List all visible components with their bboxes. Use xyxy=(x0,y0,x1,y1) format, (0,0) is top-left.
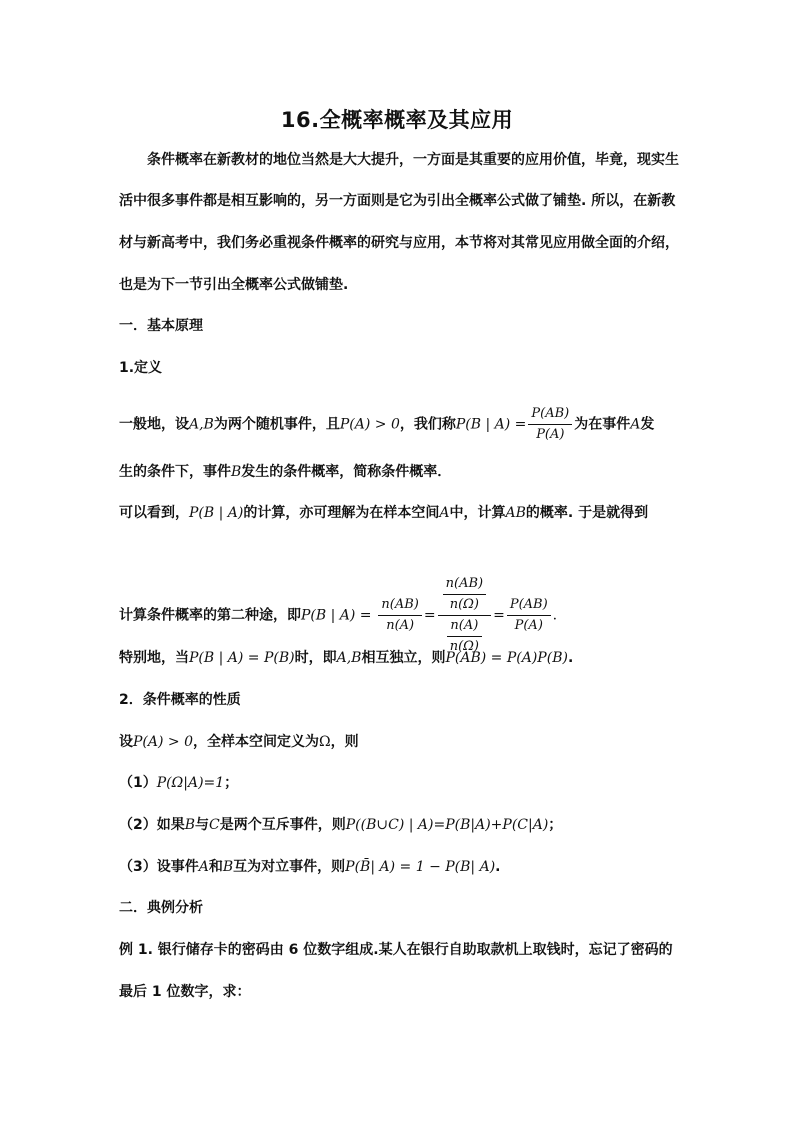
probability-ratio-fraction xyxy=(507,595,551,636)
compound-numerator xyxy=(438,574,491,616)
fraction-denominator: n(Ω) xyxy=(449,639,479,654)
math-event-a: A xyxy=(630,416,641,433)
property-label: （2）如果 xyxy=(119,817,185,833)
math-events: A,B xyxy=(189,416,214,433)
independence-text: . xyxy=(567,650,574,666)
property-text: 和 xyxy=(208,859,223,875)
observation-text: 可以看到， xyxy=(119,505,189,521)
definition-text: 为在事件 xyxy=(574,416,631,433)
property-text: 与 xyxy=(195,817,210,833)
fraction-numerator: P(AB) xyxy=(528,404,572,425)
properties-text: ，则 xyxy=(330,734,359,750)
conditional-probability-fraction xyxy=(528,404,572,445)
properties-text: ，全样本空间定义为 xyxy=(193,734,319,750)
definition-text: ，我们称 xyxy=(399,416,456,433)
property-3 xyxy=(119,857,679,877)
properties-intro xyxy=(119,732,679,752)
math-independence-condition: P(B | A) = P(B) xyxy=(189,650,295,666)
equals-sign: = xyxy=(493,607,505,624)
observation-line xyxy=(119,503,679,523)
intro-paragraph-line: 活中很多事件都是相互影响的，另一方面则是它为引出全概率公式做了铺垫. 所以，在新教 xyxy=(119,193,676,209)
property-text: ； xyxy=(224,775,239,791)
definition-text: 为两个随机事件，且 xyxy=(213,416,340,433)
definition-heading: 1.定义 xyxy=(119,360,163,376)
property-label: （3）设事件 xyxy=(119,859,199,875)
math-property-3: P(B̄| A) = 1 − P(B| A) xyxy=(345,859,496,875)
math-positive-probability: P(A) > 0 xyxy=(133,734,193,750)
definition-text: 生的条件下，事件 xyxy=(119,464,231,480)
math-positive-probability: P(A) > 0 xyxy=(339,416,400,433)
fraction-denominator: n(A) xyxy=(386,618,415,633)
fraction-denominator: P(A) xyxy=(536,427,565,442)
math-events: A,B xyxy=(336,650,362,666)
observation-text: 中，计算 xyxy=(449,505,506,521)
math-conditional-lhs: P(B | A) = xyxy=(455,416,527,433)
math-event-b: B xyxy=(222,859,234,875)
fraction-numerator: n(AB) xyxy=(443,574,486,595)
fraction-denominator: n(Ω) xyxy=(449,597,479,612)
math-property-2: P((B∪C) | A)=P(B|A)+P(C|A) xyxy=(345,817,549,833)
math-sample-space: A xyxy=(439,505,450,521)
math-property-1: P(Ω|A)=1 xyxy=(156,775,225,791)
property-text: ； xyxy=(548,817,563,833)
inner-fraction xyxy=(443,574,486,615)
math-event-b: B xyxy=(184,817,196,833)
period: . xyxy=(552,607,558,624)
equals-sign: = xyxy=(423,607,436,624)
intro-paragraph-line: 材与新高考中，我们务必重视条件概率的研究与应用，本节将对其常见应用做全面的介绍， xyxy=(119,235,679,251)
fraction-numerator: n(AB) xyxy=(378,595,421,616)
intro-paragraph-line: 条件概率在新教材的地位当然是大大提升，一方面是其重要的应用价值，毕竟，现实生 xyxy=(147,152,679,168)
page-title: 16.全概率概率及其应用 xyxy=(280,108,514,132)
example-1-line-1: 例 1. 银行储存卡的密码由 6 位数字组成.某人在银行自助取款机上取钱时，忘记了密码的 xyxy=(119,942,673,958)
section-heading-examples: 二．典例分析 xyxy=(119,900,203,916)
fraction-denominator: P(A) xyxy=(514,618,543,633)
math-conditional-lhs: P(B | A) = xyxy=(301,607,372,624)
property-text: . xyxy=(495,859,501,875)
property-1 xyxy=(119,773,679,793)
properties-heading: 2．条件概率的性质 xyxy=(119,692,241,708)
math-event-b: B xyxy=(231,464,242,480)
definition-line-1 xyxy=(119,404,679,445)
math-conditional: P(B | A) xyxy=(189,505,244,521)
property-2 xyxy=(119,815,679,835)
definition-text: 发 xyxy=(640,416,655,433)
example-1-line-2: 最后 1 位数字，求： xyxy=(119,984,251,1000)
second-method-text: 计算条件概率的第二种途，即 xyxy=(119,607,301,624)
observation-text: 的概率. 于是就得到 xyxy=(525,505,649,521)
properties-text: 设 xyxy=(119,734,133,750)
compound-fraction xyxy=(438,574,491,657)
math-event-c: C xyxy=(209,817,220,833)
math-omega: Ω xyxy=(319,734,331,750)
intro-paragraph-line: 也是为下一节引出全概率公式做铺垫. xyxy=(119,277,349,293)
second-method-line xyxy=(119,574,679,657)
independence-text: 相互独立，则 xyxy=(361,650,446,666)
definition-text: 发生的条件概率，简称条件概率． xyxy=(241,464,452,480)
math-product-rule: P(AB) = P(A)P(B) xyxy=(445,650,568,666)
independence-text: 时，即 xyxy=(294,650,337,666)
independence-text: 特别地，当 xyxy=(119,650,189,666)
math-event-ab: AB xyxy=(505,505,526,521)
fraction-numerator: n(A) xyxy=(447,616,482,637)
definition-text: 一般地，设 xyxy=(119,416,189,433)
section-heading-basic-principle: 一．基本原理 xyxy=(119,318,203,334)
definition-line-2 xyxy=(119,462,679,482)
fraction-numerator: P(AB) xyxy=(507,595,551,616)
property-text: 互为对立事件，则 xyxy=(233,859,346,875)
count-ratio-fraction xyxy=(378,595,421,636)
property-label: （1） xyxy=(119,775,157,791)
independence-line xyxy=(119,648,679,668)
property-text: 是两个互斥事件，则 xyxy=(219,817,346,833)
math-event-a: A xyxy=(198,859,209,875)
observation-text: 的计算，亦可理解为在样本空间 xyxy=(243,505,440,521)
